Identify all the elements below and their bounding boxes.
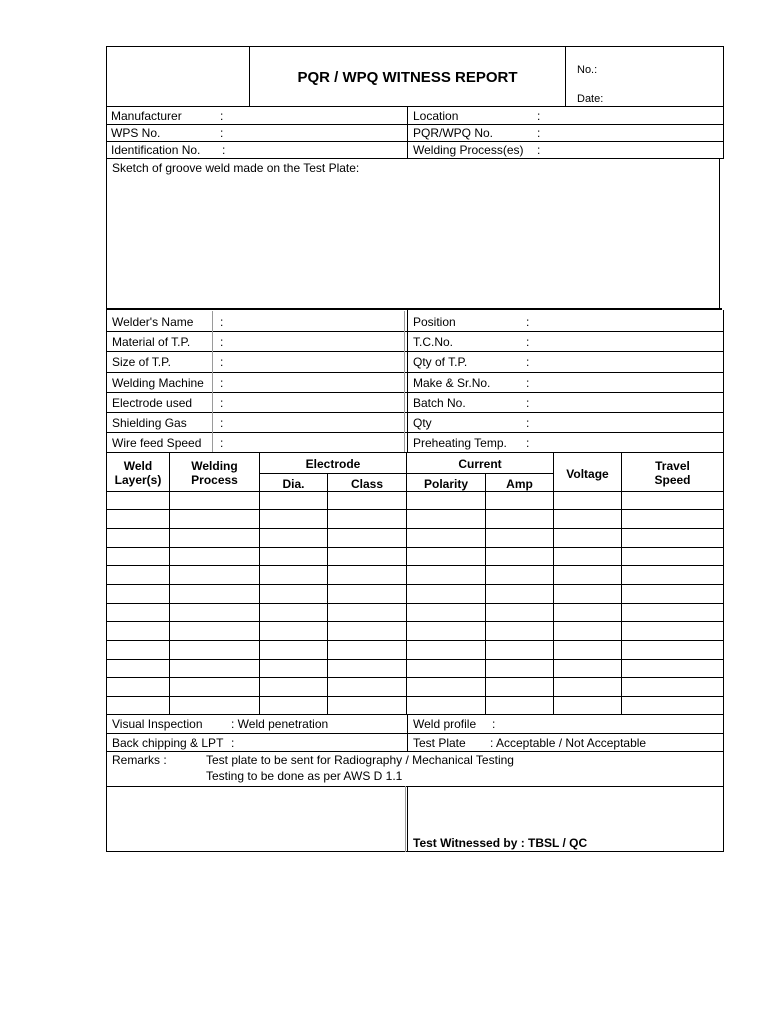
travel-speed-header: Travel Speed [654, 459, 691, 487]
sketch-area [106, 158, 720, 309]
class-header: Class [350, 477, 384, 491]
preheating-temp-label: Preheating Temp. [413, 436, 507, 450]
sketch-label: Sketch of groove weld made on the Test Plate: [112, 161, 360, 175]
pqr-wpq-no-label: PQR/WPQ No. [413, 126, 494, 140]
make-sr-no-label: Make & Sr.No. [413, 376, 491, 390]
inspection-box [106, 714, 724, 852]
colon: : [526, 436, 530, 450]
wps-no-label: WPS No. [111, 126, 161, 140]
colon: : [537, 126, 541, 140]
location-label: Location [413, 109, 459, 123]
colon: : [526, 335, 530, 349]
test-plate-label: Test Plate [413, 736, 466, 750]
welding-machine-label: Welding Machine [112, 376, 204, 390]
remarks-label: Remarks : [112, 753, 167, 767]
wire-feed-speed-label: Wire feed Speed [112, 436, 202, 450]
manufacturer-label: Manufacturer [111, 109, 182, 123]
weld-profile-label: Weld profile [413, 717, 477, 731]
acceptability-value: : Acceptable / Not Acceptable [490, 736, 647, 750]
colon: : [526, 315, 530, 329]
welding-process-label: Welding Process(es) [413, 143, 524, 157]
weld-penetration-label: : Weld penetration [231, 717, 329, 731]
welders-name-label: Welder's Name [112, 315, 194, 329]
colon: : [220, 376, 224, 390]
amp-header: Amp [506, 477, 533, 491]
remarks-line-1: Test plate to be sent for Radiography / Mechanical Testing [206, 753, 514, 767]
colon: : [526, 396, 530, 410]
report-number-label: No.: [577, 64, 598, 76]
remarks-line-2: Testing to be done as per AWS D 1.1 [206, 769, 403, 783]
weld-layers-header: Weld Layer(s) [114, 459, 162, 487]
qty-label: Qty [413, 416, 432, 430]
test-witnessed-by: Test Witnessed by : TBSL / QC [413, 836, 588, 850]
back-chipping-label: Back chipping & LPT [112, 736, 224, 750]
material-label: Material of T.P. [112, 335, 191, 349]
colon: : [526, 355, 530, 369]
report-date-label: Date: [577, 93, 604, 105]
colon: : [220, 315, 224, 329]
colon: : [537, 143, 541, 157]
current-header: Current [458, 457, 502, 471]
batch-no-label: Batch No. [413, 396, 466, 410]
electrode-header: Electrode [305, 457, 361, 471]
electrode-used-label: Electrode used [112, 396, 193, 410]
colon: : [526, 376, 530, 390]
voltage-header: Voltage [566, 467, 609, 481]
colon: : [492, 717, 496, 731]
colon: : [220, 335, 224, 349]
qty-tp-label: Qty of T.P. [413, 355, 468, 369]
visual-inspection-label: Visual Inspection [112, 717, 203, 731]
position-label: Position [413, 315, 456, 329]
welding-process-header: Welding Process [191, 459, 238, 487]
colon: : [220, 109, 224, 123]
colon: : [220, 396, 224, 410]
colon: : [222, 143, 226, 157]
page-title: PQR / WPQ WITNESS REPORT [297, 69, 518, 86]
colon: : [220, 416, 224, 430]
colon: : [220, 126, 224, 140]
colon: : [220, 436, 224, 450]
colon: : [220, 355, 224, 369]
shielding-gas-label: Shielding Gas [112, 416, 187, 430]
dia-header: Dia. [282, 477, 305, 491]
colon: : [537, 109, 541, 123]
polarity-header: Polarity [423, 477, 468, 491]
colon: : [526, 416, 530, 430]
tc-no-label: T.C.No. [413, 335, 454, 349]
identification-no-label: Identification No. [111, 143, 201, 157]
colon: : [231, 736, 235, 750]
size-label: Size of T.P. [112, 355, 171, 369]
